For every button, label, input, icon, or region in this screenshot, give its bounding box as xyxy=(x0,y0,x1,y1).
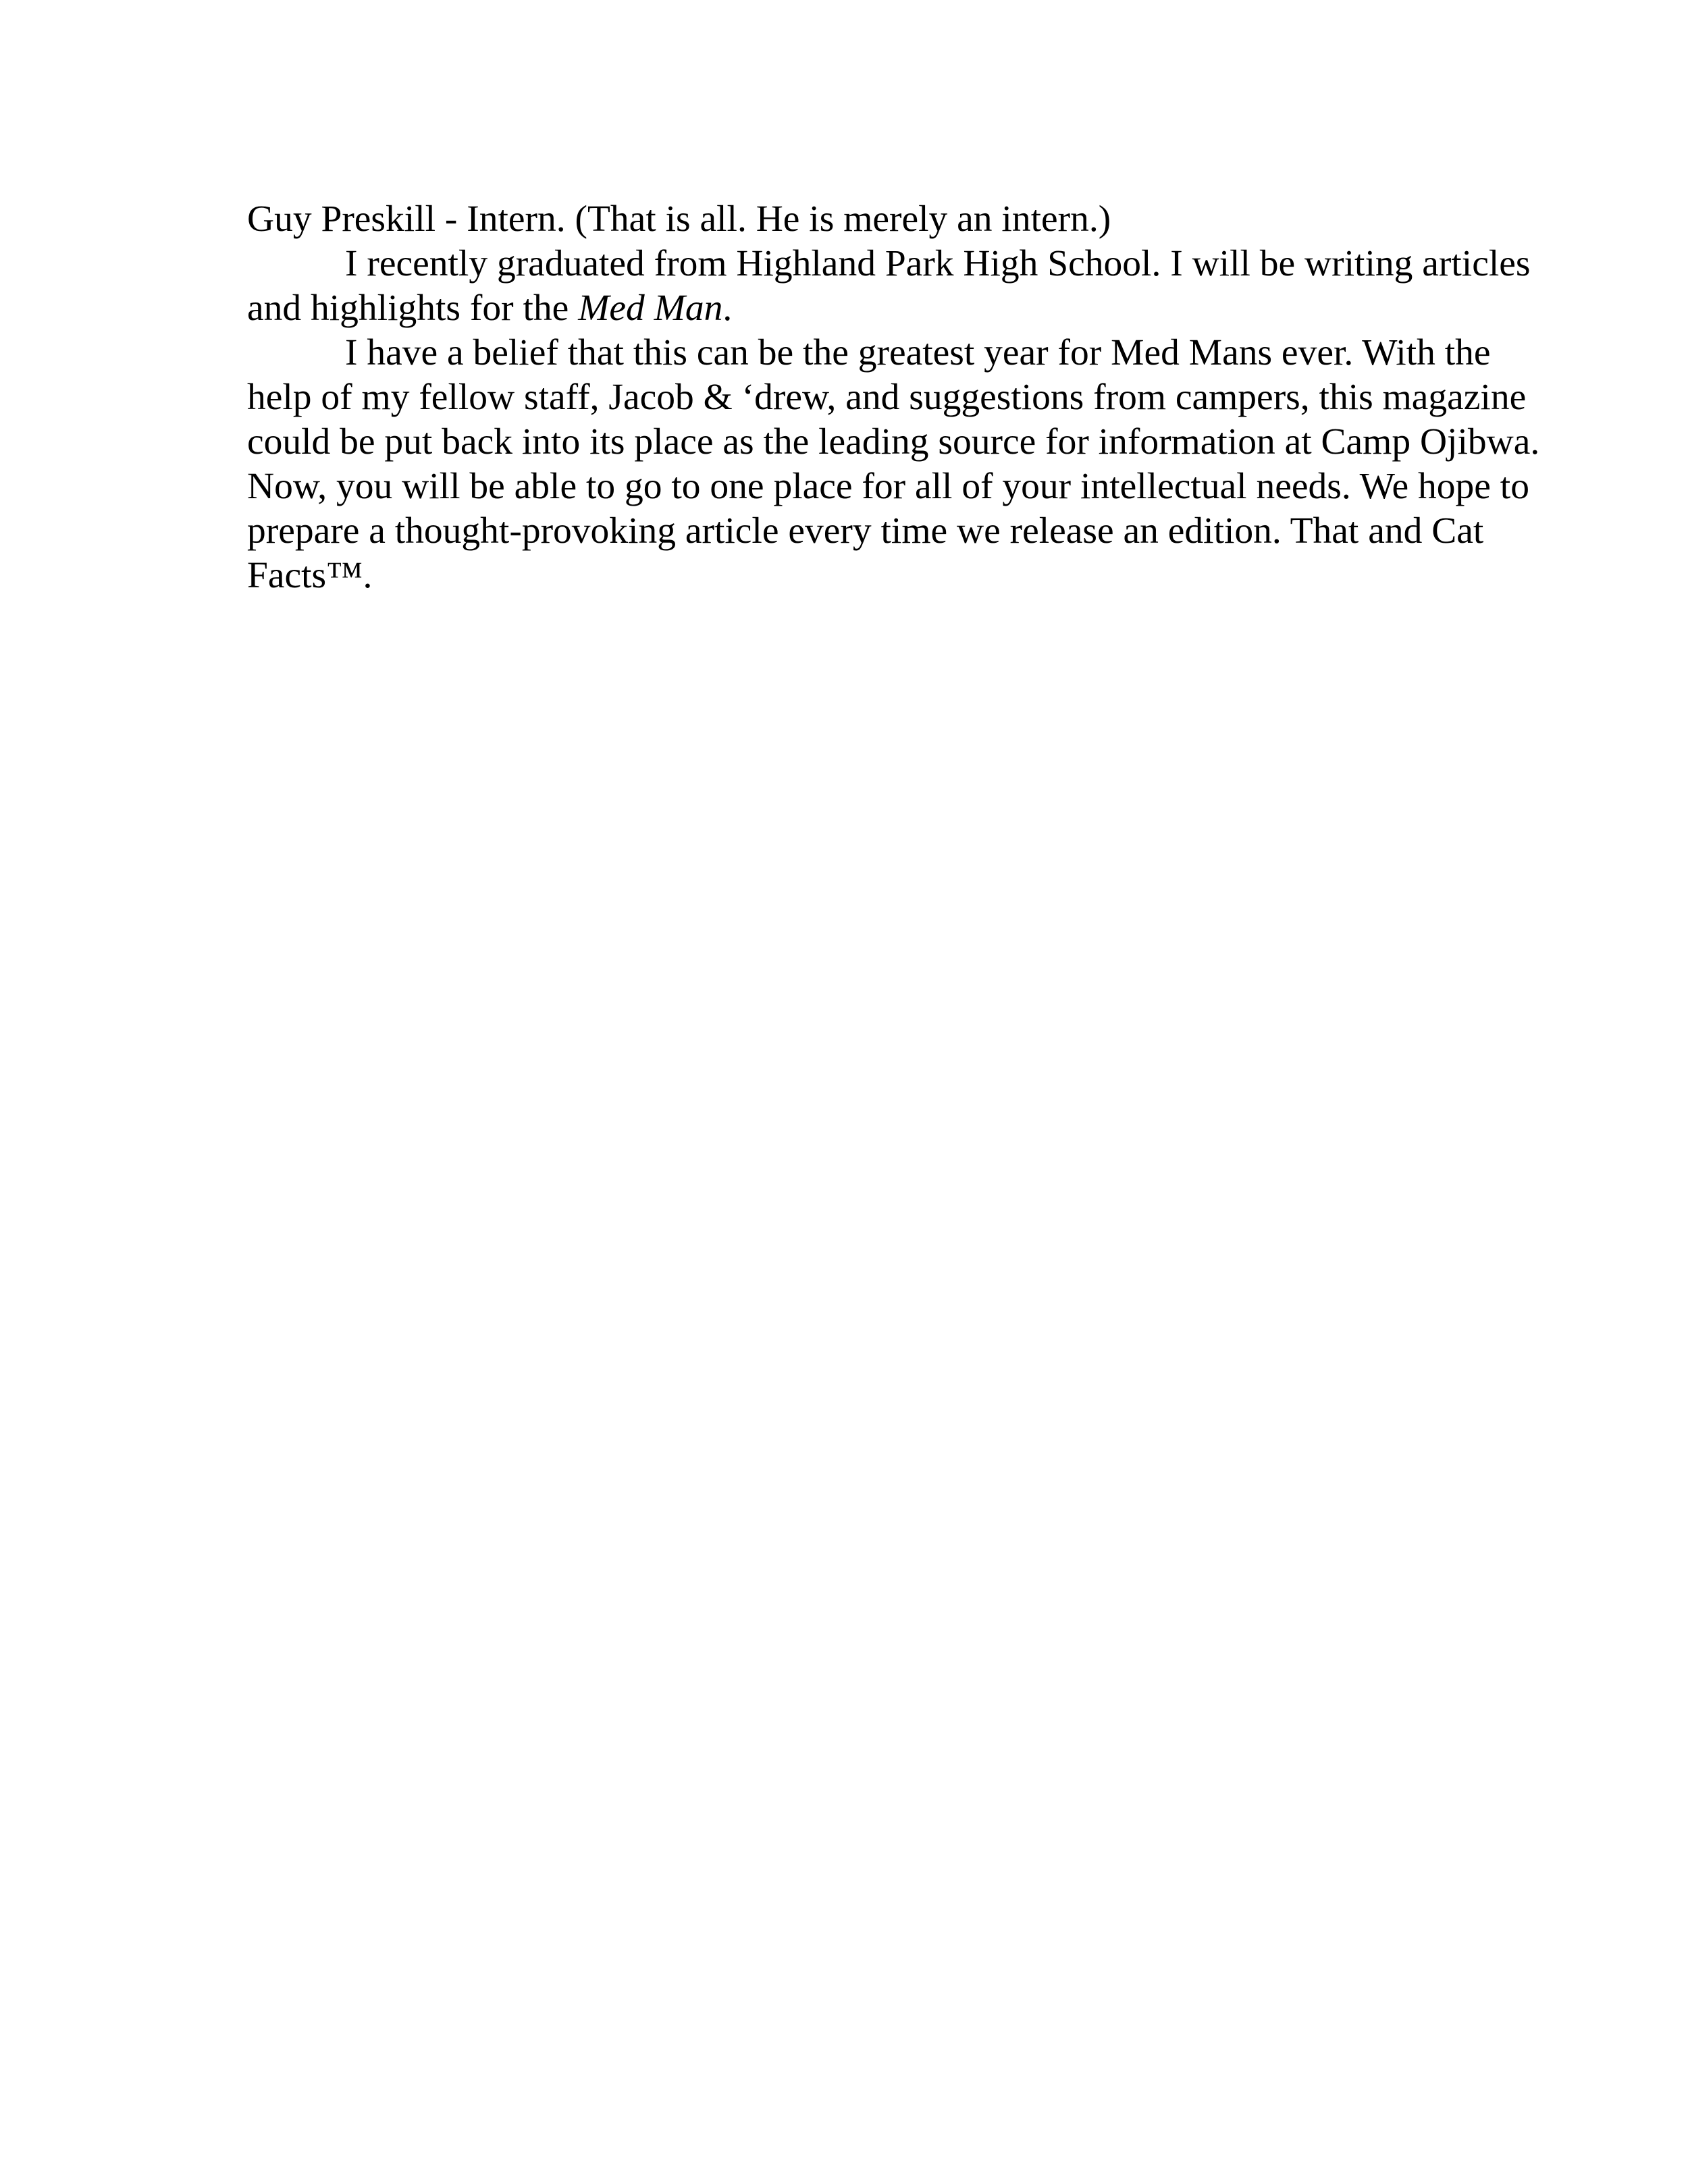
paragraph-2-line-6: Facts™. xyxy=(247,555,373,596)
paragraph-1-line-2-end: . xyxy=(722,288,733,329)
paragraph-2-line-2: help of my fellow staff, Jacob & ‘drew, and suggestions from campers, this magazine xyxy=(247,377,1527,418)
staff-intro-line: Guy Preskill - Intern. (That is all. He is merely an intern.) xyxy=(247,198,1111,240)
paragraph-1-line-2-start: and highlights for the xyxy=(247,288,579,329)
paragraph-2-line-5: prepare a thought-provoking article every time we release an edition. That and Cat xyxy=(247,510,1484,552)
paragraph-2-line-3: could be put back into its place as the leading source for information at Camp Ojibwa. xyxy=(247,421,1540,462)
paragraph-2-line-4: Now, you will be able to go to one place for all of your intellectual needs. We hope to xyxy=(247,466,1529,507)
paragraph-1-line-2 xyxy=(247,286,1584,331)
publication-title: Med Man xyxy=(578,288,723,329)
article-text xyxy=(247,197,1584,598)
paragraph-1-line-1: I recently graduated from Highland Park High School. I will be writing articles xyxy=(345,243,1531,284)
paragraph-2-line-1: I have a belief that this can be the greatest year for Med Mans ever. With the xyxy=(345,332,1491,373)
